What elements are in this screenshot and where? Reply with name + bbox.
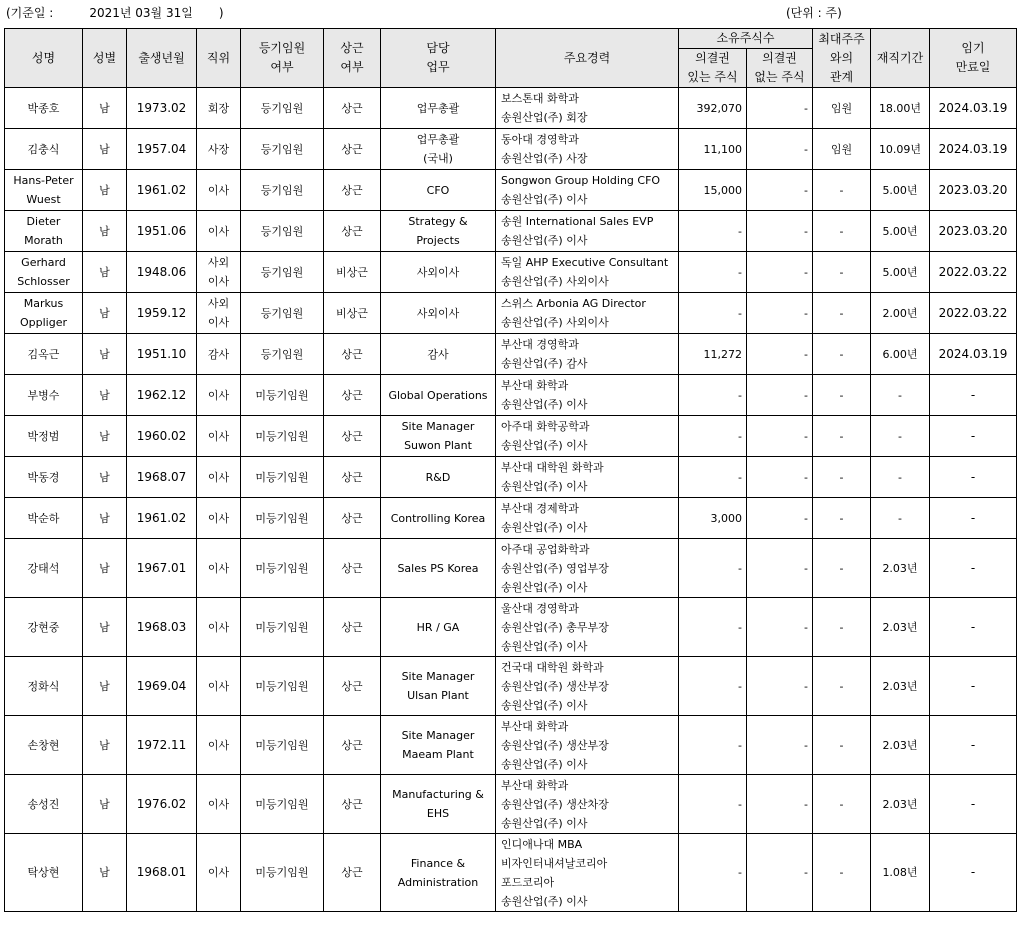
- cell-nonvoting-shares: -: [747, 657, 813, 716]
- cell-nonvoting-shares: -: [747, 252, 813, 293]
- cell-voting-shares: -: [679, 598, 747, 657]
- cell-position: 이사: [197, 211, 241, 252]
- cell-term-end: -: [930, 657, 1017, 716]
- table-row: [5, 334, 1017, 375]
- cell-birth: 1951.06: [127, 211, 197, 252]
- cell-position: 이사: [197, 375, 241, 416]
- cell-registered: 미등기임원: [241, 416, 324, 457]
- cell-birth: 1960.02: [127, 416, 197, 457]
- cell-duty: R&D: [381, 457, 496, 498]
- cell-birth: 1957.04: [127, 129, 197, 170]
- cell-relation: -: [813, 657, 871, 716]
- cell-tenure: -: [871, 375, 930, 416]
- basis-close: ): [218, 6, 224, 20]
- cell-relation: -: [813, 416, 871, 457]
- cell-relation: 임원: [813, 88, 871, 129]
- cell-tenure: -: [871, 498, 930, 539]
- cell-fulltime: 상근: [324, 457, 381, 498]
- cell-relation: -: [813, 598, 871, 657]
- table-row: [5, 88, 1017, 129]
- col-fulltime: 상근 여부: [324, 29, 381, 88]
- cell-relation: -: [813, 775, 871, 834]
- cell-term-end: -: [930, 598, 1017, 657]
- cell-term-end: -: [930, 498, 1017, 539]
- cell-gender: 남: [83, 293, 127, 334]
- cell-nonvoting-shares: -: [747, 834, 813, 912]
- cell-fulltime: 상근: [324, 775, 381, 834]
- cell-name: 박동경: [5, 457, 83, 498]
- cell-voting-shares: 392,070: [679, 88, 747, 129]
- cell-nonvoting-shares: -: [747, 211, 813, 252]
- cell-birth: 1968.03: [127, 598, 197, 657]
- cell-birth: 1972.11: [127, 716, 197, 775]
- cell-duty: 업무총괄: [381, 88, 496, 129]
- cell-career: 부산대 화학과 송원산업(주) 이사: [496, 375, 679, 416]
- table-row: [5, 375, 1017, 416]
- cell-position: 이사: [197, 775, 241, 834]
- cell-registered: 등기임원: [241, 252, 324, 293]
- cell-relation: -: [813, 170, 871, 211]
- cell-name: 손창현: [5, 716, 83, 775]
- cell-birth: 1961.02: [127, 498, 197, 539]
- cell-registered: 미등기임원: [241, 375, 324, 416]
- cell-tenure: 2.03년: [871, 539, 930, 598]
- cell-position: 이사: [197, 539, 241, 598]
- cell-name: 부병수: [5, 375, 83, 416]
- cell-tenure: 6.00년: [871, 334, 930, 375]
- cell-duty: Site Manager Suwon Plant: [381, 416, 496, 457]
- cell-name: 박정범: [5, 416, 83, 457]
- cell-gender: 남: [83, 334, 127, 375]
- cell-tenure: 5.00년: [871, 170, 930, 211]
- cell-fulltime: 상근: [324, 539, 381, 598]
- cell-position: 사외 이사: [197, 293, 241, 334]
- table-row: [5, 457, 1017, 498]
- cell-tenure: 5.00년: [871, 252, 930, 293]
- table-row: [5, 657, 1017, 716]
- cell-fulltime: 상근: [324, 170, 381, 211]
- cell-nonvoting-shares: -: [747, 416, 813, 457]
- cell-term-end: -: [930, 539, 1017, 598]
- cell-birth: 1961.02: [127, 170, 197, 211]
- cell-registered: 등기임원: [241, 170, 324, 211]
- cell-registered: 등기임원: [241, 88, 324, 129]
- cell-birth: 1976.02: [127, 775, 197, 834]
- executives-table: [4, 28, 1017, 912]
- table-row: [5, 211, 1017, 252]
- cell-registered: 미등기임원: [241, 598, 324, 657]
- cell-relation: -: [813, 716, 871, 775]
- cell-term-end: 2024.03.19: [930, 334, 1017, 375]
- cell-term-end: 2023.03.20: [930, 170, 1017, 211]
- cell-gender: 남: [83, 716, 127, 775]
- table-row: [5, 416, 1017, 457]
- cell-position: 이사: [197, 416, 241, 457]
- cell-fulltime: 비상근: [324, 293, 381, 334]
- cell-tenure: 2.03년: [871, 775, 930, 834]
- col-gender: 성별: [83, 29, 127, 88]
- col-name: 성명: [5, 29, 83, 88]
- cell-fulltime: 상근: [324, 334, 381, 375]
- cell-voting-shares: -: [679, 211, 747, 252]
- cell-duty: Site Manager Maeam Plant: [381, 716, 496, 775]
- cell-gender: 남: [83, 375, 127, 416]
- cell-tenure: 2.03년: [871, 598, 930, 657]
- cell-name: Gerhard Schlosser: [5, 252, 83, 293]
- cell-fulltime: 비상근: [324, 252, 381, 293]
- basis-label: (기준일 :: [6, 6, 54, 20]
- col-career: 주요경력: [496, 29, 679, 88]
- cell-voting-shares: -: [679, 539, 747, 598]
- cell-relation: -: [813, 457, 871, 498]
- cell-gender: 남: [83, 539, 127, 598]
- cell-relation: -: [813, 334, 871, 375]
- cell-position: 회장: [197, 88, 241, 129]
- table-row: [5, 834, 1017, 912]
- col-tenure: 재직기간: [871, 29, 930, 88]
- cell-nonvoting-shares: -: [747, 375, 813, 416]
- cell-nonvoting-shares: -: [747, 129, 813, 170]
- col-birth: 출생년월: [127, 29, 197, 88]
- header-row-1: [5, 29, 1017, 49]
- table-row: [5, 293, 1017, 334]
- cell-nonvoting-shares: -: [747, 498, 813, 539]
- cell-position: 사장: [197, 129, 241, 170]
- cell-nonvoting-shares: -: [747, 170, 813, 211]
- cell-gender: 남: [83, 834, 127, 912]
- cell-tenure: 2.03년: [871, 716, 930, 775]
- cell-gender: 남: [83, 170, 127, 211]
- cell-relation: -: [813, 498, 871, 539]
- cell-gender: 남: [83, 88, 127, 129]
- table-row: [5, 498, 1017, 539]
- cell-fulltime: 상근: [324, 375, 381, 416]
- cell-registered: 미등기임원: [241, 498, 324, 539]
- cell-voting-shares: -: [679, 775, 747, 834]
- col-duty: 담당 업무: [381, 29, 496, 88]
- cell-name: Markus Oppliger: [5, 293, 83, 334]
- cell-registered: 미등기임원: [241, 539, 324, 598]
- cell-gender: 남: [83, 657, 127, 716]
- cell-registered: 미등기임원: [241, 834, 324, 912]
- cell-tenure: -: [871, 416, 930, 457]
- cell-name: Hans-Peter Wuest: [5, 170, 83, 211]
- cell-term-end: -: [930, 375, 1017, 416]
- cell-registered: 등기임원: [241, 293, 324, 334]
- cell-gender: 남: [83, 775, 127, 834]
- cell-gender: 남: [83, 252, 127, 293]
- cell-relation: -: [813, 252, 871, 293]
- cell-position: 사외 이사: [197, 252, 241, 293]
- cell-voting-shares: -: [679, 252, 747, 293]
- cell-nonvoting-shares: -: [747, 334, 813, 375]
- cell-relation: -: [813, 539, 871, 598]
- cell-name: 박종호: [5, 88, 83, 129]
- cell-relation: -: [813, 834, 871, 912]
- cell-term-end: 2022.03.22: [930, 293, 1017, 334]
- cell-name: 김옥근: [5, 334, 83, 375]
- cell-term-end: -: [930, 416, 1017, 457]
- table-row: [5, 716, 1017, 775]
- cell-duty: 사외이사: [381, 293, 496, 334]
- cell-name: 강태석: [5, 539, 83, 598]
- cell-tenure: -: [871, 457, 930, 498]
- cell-position: 이사: [197, 170, 241, 211]
- cell-fulltime: 상근: [324, 498, 381, 539]
- cell-fulltime: 상근: [324, 211, 381, 252]
- cell-position: 이사: [197, 834, 241, 912]
- cell-fulltime: 상근: [324, 88, 381, 129]
- cell-duty: CFO: [381, 170, 496, 211]
- cell-fulltime: 상근: [324, 129, 381, 170]
- cell-term-end: 2024.03.19: [930, 129, 1017, 170]
- cell-registered: 등기임원: [241, 211, 324, 252]
- cell-position: 이사: [197, 716, 241, 775]
- cell-career: 부산대 대학원 화학과 송원산업(주) 이사: [496, 457, 679, 498]
- cell-voting-shares: 3,000: [679, 498, 747, 539]
- basis-date-line: [6, 4, 224, 21]
- unit-label: (단위 : 주): [786, 6, 842, 20]
- col-position: 직위: [197, 29, 241, 88]
- cell-nonvoting-shares: -: [747, 775, 813, 834]
- cell-nonvoting-shares: -: [747, 293, 813, 334]
- cell-voting-shares: -: [679, 657, 747, 716]
- cell-duty: Strategy & Projects: [381, 211, 496, 252]
- cell-birth: 1948.06: [127, 252, 197, 293]
- cell-birth: 1951.10: [127, 334, 197, 375]
- cell-tenure: 2.03년: [871, 657, 930, 716]
- cell-registered: 미등기임원: [241, 457, 324, 498]
- col-voting: 의결권 있는 주식: [679, 49, 747, 88]
- cell-position: 이사: [197, 457, 241, 498]
- cell-tenure: 2.00년: [871, 293, 930, 334]
- cell-nonvoting-shares: -: [747, 88, 813, 129]
- cell-term-end: 2023.03.20: [930, 211, 1017, 252]
- cell-career: 아주대 화학공학과 송원산업(주) 이사: [496, 416, 679, 457]
- cell-career: Songwon Group Holding CFO 송원산업(주) 이사: [496, 170, 679, 211]
- cell-birth: 1968.01: [127, 834, 197, 912]
- table-row: [5, 539, 1017, 598]
- cell-relation: -: [813, 293, 871, 334]
- cell-registered: 미등기임원: [241, 775, 324, 834]
- cell-career: 부산대 경영학과 송원산업(주) 감사: [496, 334, 679, 375]
- cell-name: 정화식: [5, 657, 83, 716]
- table-row: [5, 775, 1017, 834]
- cell-name: 탁상현: [5, 834, 83, 912]
- cell-career: 아주대 공업화학과 송원산업(주) 영업부장 송원산업(주) 이사: [496, 539, 679, 598]
- cell-birth: 1968.07: [127, 457, 197, 498]
- cell-term-end: -: [930, 775, 1017, 834]
- cell-tenure: 5.00년: [871, 211, 930, 252]
- report-header: [0, 0, 1026, 28]
- cell-relation: -: [813, 375, 871, 416]
- cell-career: 부산대 화학과 송원산업(주) 생산부장 송원산업(주) 이사: [496, 716, 679, 775]
- cell-registered: 등기임원: [241, 129, 324, 170]
- cell-nonvoting-shares: -: [747, 598, 813, 657]
- cell-voting-shares: -: [679, 416, 747, 457]
- cell-tenure: 18.00년: [871, 88, 930, 129]
- cell-fulltime: 상근: [324, 416, 381, 457]
- cell-voting-shares: 11,100: [679, 129, 747, 170]
- cell-duty: HR / GA: [381, 598, 496, 657]
- cell-career: 보스톤대 화학과 송원산업(주) 회장: [496, 88, 679, 129]
- cell-gender: 남: [83, 598, 127, 657]
- cell-career: 독일 AHP Executive Consultant 송원산업(주) 사외이사: [496, 252, 679, 293]
- table-row: [5, 252, 1017, 293]
- cell-name: 박순하: [5, 498, 83, 539]
- cell-term-end: 2022.03.22: [930, 252, 1017, 293]
- cell-gender: 남: [83, 211, 127, 252]
- col-shares-group: 소유주식수: [679, 29, 813, 49]
- cell-duty: Sales PS Korea: [381, 539, 496, 598]
- cell-name: 강현중: [5, 598, 83, 657]
- cell-fulltime: 상근: [324, 657, 381, 716]
- cell-birth: 1973.02: [127, 88, 197, 129]
- table-row: [5, 598, 1017, 657]
- col-nonvoting: 의결권 없는 주식: [747, 49, 813, 88]
- cell-fulltime: 상근: [324, 716, 381, 775]
- cell-term-end: -: [930, 457, 1017, 498]
- cell-tenure: 1.08년: [871, 834, 930, 912]
- cell-registered: 등기임원: [241, 334, 324, 375]
- cell-birth: 1962.12: [127, 375, 197, 416]
- col-relation: 최대주주 와의 관계: [813, 29, 871, 88]
- cell-career: 부산대 화학과 송원산업(주) 생산차장 송원산업(주) 이사: [496, 775, 679, 834]
- cell-career: 송원 International Sales EVP 송원산업(주) 이사: [496, 211, 679, 252]
- table-row: [5, 170, 1017, 211]
- cell-name: 김충식: [5, 129, 83, 170]
- table-row: [5, 129, 1017, 170]
- cell-duty: 업무총괄 (국내): [381, 129, 496, 170]
- cell-voting-shares: -: [679, 293, 747, 334]
- cell-career: 스위스 Arbonia AG Director 송원산업(주) 사외이사: [496, 293, 679, 334]
- cell-nonvoting-shares: -: [747, 457, 813, 498]
- cell-position: 이사: [197, 657, 241, 716]
- cell-gender: 남: [83, 416, 127, 457]
- cell-term-end: 2024.03.19: [930, 88, 1017, 129]
- cell-birth: 1967.01: [127, 539, 197, 598]
- basis-date: 2021년 03월 31일: [89, 6, 193, 20]
- cell-fulltime: 상근: [324, 598, 381, 657]
- table-body: [5, 88, 1017, 912]
- cell-career: 부산대 경제학과 송원산업(주) 이사: [496, 498, 679, 539]
- cell-duty: Finance & Administration: [381, 834, 496, 912]
- cell-position: 이사: [197, 598, 241, 657]
- cell-gender: 남: [83, 457, 127, 498]
- cell-duty: 감사: [381, 334, 496, 375]
- cell-voting-shares: 15,000: [679, 170, 747, 211]
- cell-position: 이사: [197, 498, 241, 539]
- cell-career: 울산대 경영학과 송원산업(주) 총무부장 송원산업(주) 이사: [496, 598, 679, 657]
- cell-career: 인디애나대 MBA 비자인터내셔날코리아 포드코리아 송원산업(주) 이사: [496, 834, 679, 912]
- cell-birth: 1969.04: [127, 657, 197, 716]
- cell-voting-shares: -: [679, 457, 747, 498]
- cell-relation: -: [813, 211, 871, 252]
- cell-name: 송성진: [5, 775, 83, 834]
- cell-gender: 남: [83, 498, 127, 539]
- cell-duty: Site Manager Ulsan Plant: [381, 657, 496, 716]
- cell-name: Dieter Morath: [5, 211, 83, 252]
- cell-nonvoting-shares: -: [747, 716, 813, 775]
- cell-duty: Manufacturing & EHS: [381, 775, 496, 834]
- cell-career: 동아대 경영학과 송원산업(주) 사장: [496, 129, 679, 170]
- cell-registered: 미등기임원: [241, 657, 324, 716]
- cell-registered: 미등기임원: [241, 716, 324, 775]
- cell-voting-shares: -: [679, 834, 747, 912]
- cell-term-end: -: [930, 716, 1017, 775]
- cell-tenure: 10.09년: [871, 129, 930, 170]
- col-term-end: 임기 만료일: [930, 29, 1017, 88]
- cell-voting-shares: 11,272: [679, 334, 747, 375]
- cell-duty: Global Operations: [381, 375, 496, 416]
- cell-career: 건국대 대학원 화학과 송원산업(주) 생산부장 송원산업(주) 이사: [496, 657, 679, 716]
- cell-gender: 남: [83, 129, 127, 170]
- cell-term-end: -: [930, 834, 1017, 912]
- col-registered: 등기임원 여부: [241, 29, 324, 88]
- cell-position: 감사: [197, 334, 241, 375]
- cell-nonvoting-shares: -: [747, 539, 813, 598]
- cell-voting-shares: -: [679, 375, 747, 416]
- cell-birth: 1959.12: [127, 293, 197, 334]
- cell-fulltime: 상근: [324, 834, 381, 912]
- cell-voting-shares: -: [679, 716, 747, 775]
- cell-duty: 사외이사: [381, 252, 496, 293]
- cell-duty: Controlling Korea: [381, 498, 496, 539]
- cell-relation: 임원: [813, 129, 871, 170]
